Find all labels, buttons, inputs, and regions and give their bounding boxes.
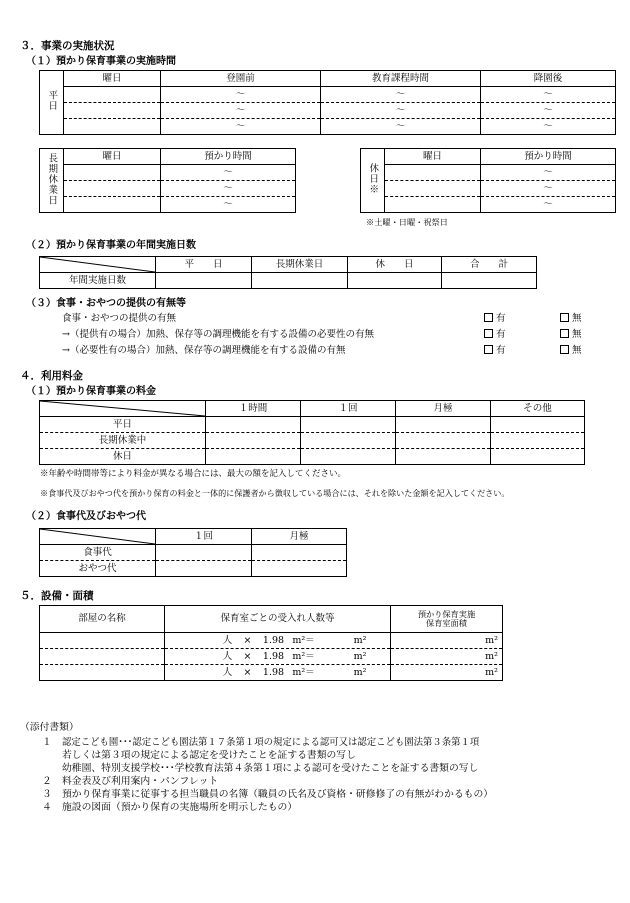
checkbox-icon[interactable] xyxy=(560,329,569,338)
area-input[interactable] xyxy=(391,649,503,665)
checkbox-icon[interactable] xyxy=(484,329,493,338)
yes-label: 有 xyxy=(496,345,506,356)
unit-sqm: m² xyxy=(353,650,367,662)
fee-input[interactable] xyxy=(206,433,301,449)
yes-label: 有 xyxy=(496,313,506,324)
header-per-visit: １回 xyxy=(156,529,252,545)
attachments-title: （添付書類） xyxy=(20,722,79,733)
fee-input[interactable] xyxy=(396,417,491,433)
header-school-hours: 教育課程時間 xyxy=(321,71,481,87)
unit-sqm: m² xyxy=(353,666,367,678)
multiply-sign: × xyxy=(243,650,252,662)
header-weekday-days: 平 日 xyxy=(156,257,252,273)
capacity-input[interactable] xyxy=(165,665,391,681)
subsection-4-1-title: （１）預かり保育事業の料金 xyxy=(26,386,156,397)
header-weekday: 曜日 xyxy=(64,71,161,87)
diagonal-header-cell xyxy=(40,257,156,273)
diagonal-header-cell xyxy=(40,529,156,545)
unit-sqm-equals: m²＝ xyxy=(292,634,315,646)
section-4-title: ４．利用料金 xyxy=(20,370,83,382)
day-input-cell[interactable] xyxy=(64,165,161,181)
long-vacation-time-table xyxy=(39,148,296,213)
holiday-time-table xyxy=(360,148,616,213)
subsection-3-1-title: （１）預かり保育事業の実施時間 xyxy=(26,56,176,67)
area-input[interactable] xyxy=(391,633,503,649)
checkbox-icon[interactable] xyxy=(484,345,493,354)
fee-note-1: ※年齢や時間帯等により料金が異なる場合には、最大の額を記入してください。 xyxy=(40,469,347,479)
unit-sqm-equals: m²＝ xyxy=(292,650,315,662)
attachment-1-number: １ xyxy=(42,737,52,748)
header-weekday: 曜日 xyxy=(64,149,161,165)
fee-input[interactable] xyxy=(206,417,301,433)
day-input-cell[interactable] xyxy=(385,165,481,181)
header-per-visit: １回 xyxy=(301,401,396,417)
day-input-cell[interactable] xyxy=(64,119,161,135)
attachment-2-line-1: 料金表及び利用案内・パンフレット xyxy=(62,776,219,787)
day-input-cell[interactable] xyxy=(64,103,161,119)
header-long-vacation-days: 長期休業日 xyxy=(252,257,348,273)
header-other: その他 xyxy=(491,401,585,417)
row-label-weekday: 平日 xyxy=(40,417,206,433)
header-area-line1: 預かり保育実施 xyxy=(417,608,476,619)
header-care-hours: 預かり時間 xyxy=(481,149,616,165)
unit-person: 人 xyxy=(222,650,233,662)
time-range-cell[interactable]: ～ xyxy=(161,103,321,119)
row-label-meal: 食事代 xyxy=(40,545,156,561)
attachment-2-number: ２ xyxy=(42,776,52,787)
holiday-label-cell: 休日※ xyxy=(361,149,385,213)
capacity-input[interactable] xyxy=(165,649,391,665)
day-input-cell[interactable] xyxy=(64,87,161,103)
header-area xyxy=(391,606,503,633)
weekday-label-cell: 平日 xyxy=(40,71,64,135)
annual-days-label: 年間実施日数 xyxy=(40,273,156,289)
attachment-1-line-2: 若しくは第３項の規定による認定を受けたことを証する書類の写し xyxy=(62,750,356,761)
long-vacation-label-cell: 長期休業日 xyxy=(40,149,64,213)
holiday-note: ※土曜・日曜・祝祭日 xyxy=(366,217,448,227)
meal-fee-table xyxy=(39,528,347,577)
fee-input[interactable] xyxy=(156,545,252,561)
section-3-title: ３．事業の実施状況 xyxy=(20,40,115,52)
fee-table xyxy=(39,400,585,465)
cooking-need-no[interactable] xyxy=(560,329,582,340)
fee-input[interactable] xyxy=(396,449,491,465)
fee-input[interactable] xyxy=(301,449,396,465)
fee-input[interactable] xyxy=(396,433,491,449)
checkbox-icon[interactable] xyxy=(560,345,569,354)
weekday-time-table xyxy=(39,70,616,135)
attachment-1-line-1: 認定こども園･･･認定こども園法第１７条第１項の規定による認可又は認定こども園法第３条第１項 xyxy=(62,737,480,748)
diagonal-header-cell xyxy=(40,401,206,417)
fee-note-2: ※食事代及びおやつ代を預かり保育の料金と一体的に保護者から徴収している場合には、それを除いた金額を記入してください。 xyxy=(40,488,510,498)
time-range-cell[interactable]: ～ xyxy=(321,119,481,135)
header-after-school: 降園後 xyxy=(481,71,616,87)
no-label: 無 xyxy=(572,345,582,356)
fee-input[interactable] xyxy=(156,561,252,577)
header-total-days: 合 計 xyxy=(442,257,537,273)
meal-provision-question: 食事・おやつの提供の有無 xyxy=(62,313,177,324)
unit-person: 人 xyxy=(222,666,233,678)
time-range-cell[interactable]: ～ xyxy=(321,103,481,119)
attachment-3-number: ３ xyxy=(42,789,52,800)
header-before-school: 登園前 xyxy=(161,71,321,87)
time-range-cell[interactable]: ～ xyxy=(481,103,616,119)
unit-sqm: m² xyxy=(485,634,498,646)
header-holiday-days: 休 日 xyxy=(348,257,442,273)
cooking-equipment-no[interactable] xyxy=(560,345,582,356)
no-label: 無 xyxy=(572,329,582,340)
day-input-cell[interactable] xyxy=(385,197,481,213)
area-input[interactable] xyxy=(391,665,503,681)
cooking-equipment-question: →（必要性有の場合）加熱、保存等の調理機能を有する設備の有無 xyxy=(62,345,346,356)
attachment-1-line-3: 幼稚園、特別支援学校･･･学校教育法第４条第１項による認可を受けたことを証する書類の写し xyxy=(62,763,479,774)
day-input-cell[interactable] xyxy=(64,181,161,197)
time-range-cell[interactable]: ～ xyxy=(481,119,616,135)
subsection-3-2-title: （２）預かり保育事業の年間実施日数 xyxy=(26,240,196,251)
section-5-title: ５．設備・面積 xyxy=(20,590,94,602)
time-range-cell[interactable]: ～ xyxy=(161,181,296,197)
room-name-input[interactable] xyxy=(40,649,165,665)
area-factor: 1.98 xyxy=(262,650,285,662)
fee-input[interactable] xyxy=(491,449,585,465)
row-label-snack: おやつ代 xyxy=(40,561,156,577)
weekday-days-input[interactable] xyxy=(156,273,252,289)
header-weekday: 曜日 xyxy=(385,149,481,165)
unit-sqm: m² xyxy=(485,650,498,662)
header-capacity: 保育室ごとの受入れ人数等 xyxy=(165,606,391,633)
fee-input[interactable] xyxy=(252,561,347,577)
facility-area-table xyxy=(39,605,503,681)
area-factor: 1.98 xyxy=(262,666,285,678)
time-range-cell[interactable]: ～ xyxy=(481,197,616,213)
time-range-cell[interactable]: ～ xyxy=(161,119,321,135)
cooking-equipment-yes[interactable] xyxy=(484,345,506,356)
time-range-cell[interactable]: ～ xyxy=(481,87,616,103)
yes-label: 有 xyxy=(496,329,506,340)
header-monthly: 月極 xyxy=(252,529,347,545)
room-name-input[interactable] xyxy=(40,665,165,681)
checkbox-icon[interactable] xyxy=(484,313,493,322)
meal-provision-yes[interactable] xyxy=(484,313,506,324)
header-monthly: 月極 xyxy=(396,401,491,417)
annual-days-table xyxy=(39,256,537,289)
cooking-need-question: →（提供有の場合）加熱、保存等の調理機能を有する設備の必要性の有無 xyxy=(62,329,374,340)
meal-provision-no[interactable] xyxy=(560,313,582,324)
time-range-cell[interactable]: ～ xyxy=(481,181,616,197)
no-label: 無 xyxy=(572,313,582,324)
unit-sqm: m² xyxy=(353,634,367,646)
time-range-cell[interactable]: ～ xyxy=(161,197,296,213)
total-days-input[interactable] xyxy=(442,273,537,289)
fee-input[interactable] xyxy=(491,417,585,433)
unit-sqm-equals: m²＝ xyxy=(292,666,315,678)
time-range-cell[interactable]: ～ xyxy=(161,87,321,103)
attachment-3-line-1: 預かり保育事業に従事する担当職員の名簿（職員の氏名及び資格・研修修了の有無がわかるもの） xyxy=(62,789,494,800)
unit-sqm: m² xyxy=(485,666,498,678)
header-care-hours: 預かり時間 xyxy=(161,149,296,165)
fee-input[interactable] xyxy=(252,545,347,561)
cooking-need-yes[interactable] xyxy=(484,329,506,340)
time-range-cell[interactable]: ～ xyxy=(161,165,296,181)
header-per-hour: １時間 xyxy=(206,401,301,417)
unit-person: 人 xyxy=(222,634,233,646)
header-room-name: 部屋の名称 xyxy=(40,606,165,633)
time-range-cell[interactable]: ～ xyxy=(321,87,481,103)
multiply-sign: × xyxy=(243,666,252,678)
fee-input[interactable] xyxy=(491,433,585,449)
attachment-4-number: ４ xyxy=(42,802,52,813)
fee-input[interactable] xyxy=(206,449,301,465)
subsection-4-2-title: （２）食事代及びおやつ代 xyxy=(26,511,146,522)
time-range-cell[interactable]: ～ xyxy=(481,165,616,181)
fee-input[interactable] xyxy=(301,417,396,433)
subsection-3-3-title: （３）食事・おやつの提供の有無等 xyxy=(26,298,186,309)
multiply-sign: × xyxy=(243,634,252,646)
attachment-4-line-1: 施設の図面（預かり保育の実施場所を明示したもの） xyxy=(62,802,298,813)
capacity-input[interactable] xyxy=(165,633,391,649)
checkbox-icon[interactable] xyxy=(560,313,569,322)
room-name-input[interactable] xyxy=(40,633,165,649)
fee-input[interactable] xyxy=(301,433,396,449)
day-input-cell[interactable] xyxy=(385,181,481,197)
header-area-line2: 保育室面積 xyxy=(426,618,467,628)
row-label-holiday: 休日 xyxy=(40,449,206,465)
long-vacation-days-input[interactable] xyxy=(252,273,348,289)
holiday-days-input[interactable] xyxy=(348,273,442,289)
area-factor: 1.98 xyxy=(262,634,285,646)
row-label-long-vacation: 長期休業中 xyxy=(40,433,206,449)
day-input-cell[interactable] xyxy=(64,197,161,213)
